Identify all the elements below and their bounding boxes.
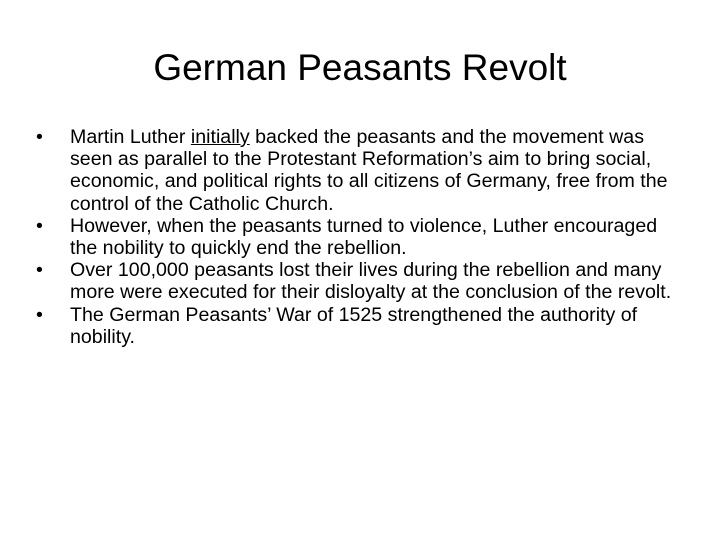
bullet-item-violence [36, 215, 676, 259]
bullet-item-luther-backing [36, 126, 676, 215]
bullet-dot-icon: • [36, 214, 43, 237]
bullet-text: The German Peasants’ War of 1525 strengthened the authority of nobility. [70, 303, 638, 348]
bullet-text-emphasis: initially [190, 126, 250, 148]
slide-title: German Peasants Revolt [153, 47, 567, 88]
bullet-text: However, when the peasants turned to violence, Luther encouraged the nobility to quickly end the rebellion. [70, 214, 658, 260]
bullet-text: Over 100,000 peasants lost their lives during the rebellion and many more were executed for their disloyalty at the conclusion of the revolt. [70, 259, 672, 304]
bullet-dot-icon: • [36, 259, 43, 282]
bullet-list [36, 126, 676, 348]
bullet-text-end: backed the peasants and the movement was seen as parallel to the Protestant Reformation’s aim to bring social, economic, and political rights to all citizens of Germany, free from the control of the Catholic Church. [70, 126, 668, 215]
bullet-dot-icon: • [36, 126, 43, 148]
bullet-text-start: Martin Luther [70, 126, 191, 148]
bullet-item-nobility-authority [36, 304, 676, 348]
bullet-item-casualties [36, 259, 676, 303]
bullet-dot-icon: • [36, 303, 43, 326]
